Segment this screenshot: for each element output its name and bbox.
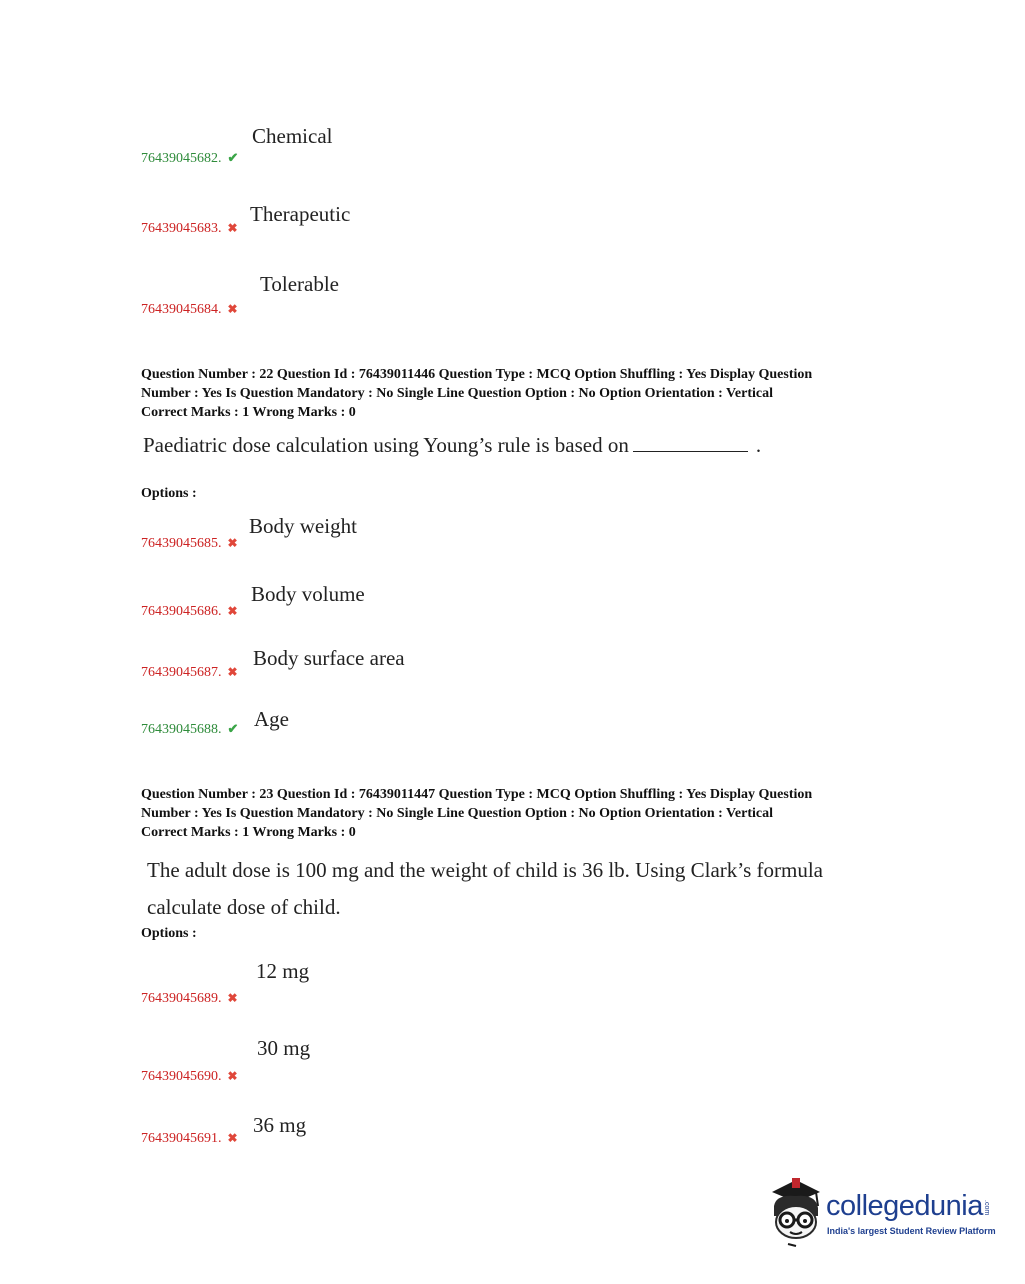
option-id-value: 76439045688. xyxy=(141,722,222,737)
logo-tagline: India's largest Student Review Platform xyxy=(827,1226,996,1236)
option-text: Body surface area xyxy=(253,646,405,670)
check-icon: ✔ xyxy=(227,150,239,165)
options-label: Options : xyxy=(141,926,197,941)
meta-line: Number : Yes Is Question Mandatory : No Single Line Question Option : No Option Orientation : Vertical xyxy=(141,805,773,821)
question-text-line: calculate dose of child. xyxy=(147,895,341,919)
meta-line: Correct Marks : 1 Wrong Marks : 0 xyxy=(141,825,356,840)
cross-icon: ✖ xyxy=(227,221,238,235)
option-id xyxy=(141,721,238,738)
answer-blank xyxy=(633,433,748,452)
check-icon: ✔ xyxy=(227,721,239,736)
logo-wordmark: collegedunia xyxy=(826,1190,983,1222)
option-id-value: 76439045689. xyxy=(141,991,222,1006)
collegedunia-logo xyxy=(766,1176,996,1248)
option-id xyxy=(141,221,238,237)
question-text-line: The adult dose is 100 mg and the weight of child is 36 lb. Using Clark’s formula xyxy=(147,858,823,882)
question-end: . xyxy=(755,433,762,457)
option-id-value: 76439045690. xyxy=(141,1069,222,1084)
option-id xyxy=(141,536,238,552)
logo-com: .com xyxy=(983,1200,990,1216)
options-label: Options : xyxy=(141,486,197,501)
cross-icon: ✖ xyxy=(227,302,238,316)
cross-icon: ✖ xyxy=(227,1069,238,1083)
option-id-value: 76439045682. xyxy=(141,151,222,166)
option-id xyxy=(141,991,238,1007)
cross-icon: ✖ xyxy=(227,1131,238,1145)
option-text: 36 mg xyxy=(253,1113,307,1137)
option-id xyxy=(141,604,238,620)
option-id-value: 76439045684. xyxy=(141,302,222,317)
option-id-value: 76439045691. xyxy=(141,1131,222,1146)
option-id xyxy=(141,150,238,167)
meta-line: Question Number : 23 Question Id : 76439011447 Question Type : MCQ Option Shuffling : Yes Display Question xyxy=(141,787,813,802)
question-text-body: Paediatric dose calculation using Young’s rule is based on xyxy=(143,433,629,457)
cross-icon: ✖ xyxy=(227,665,238,679)
cross-icon: ✖ xyxy=(227,604,238,618)
option-id xyxy=(141,665,238,681)
question-text xyxy=(143,433,761,458)
option-id xyxy=(141,1069,238,1085)
option-id-value: 76439045683. xyxy=(141,221,222,236)
question-meta xyxy=(141,786,901,843)
option-text: 12 mg xyxy=(256,959,310,983)
option-text: Tolerable xyxy=(260,272,339,296)
cross-icon: ✖ xyxy=(227,991,238,1005)
option-id xyxy=(141,302,238,318)
question-meta xyxy=(141,366,901,423)
option-id-value: 76439045685. xyxy=(141,536,222,551)
option-text: Therapeutic xyxy=(250,202,351,226)
option-id xyxy=(141,1131,238,1147)
option-text: Age xyxy=(254,707,289,731)
meta-line: Number : Yes Is Question Mandatory : No Single Line Question Option : No Option Orientation : Vertical xyxy=(141,385,773,401)
option-text: Body weight xyxy=(249,514,357,538)
option-id-value: 76439045687. xyxy=(141,665,222,680)
meta-line: Question Number : 22 Question Id : 76439011446 Question Type : MCQ Option Shuffling : Yes Display Question xyxy=(141,367,813,382)
option-text: Body volume xyxy=(251,582,365,606)
meta-line: Correct Marks : 1 Wrong Marks : 0 xyxy=(141,405,356,420)
option-text: 30 mg xyxy=(257,1036,311,1060)
mascot-icon xyxy=(766,1176,826,1248)
option-text: Chemical xyxy=(252,124,333,148)
option-id-value: 76439045686. xyxy=(141,604,222,619)
cross-icon: ✖ xyxy=(227,536,238,550)
